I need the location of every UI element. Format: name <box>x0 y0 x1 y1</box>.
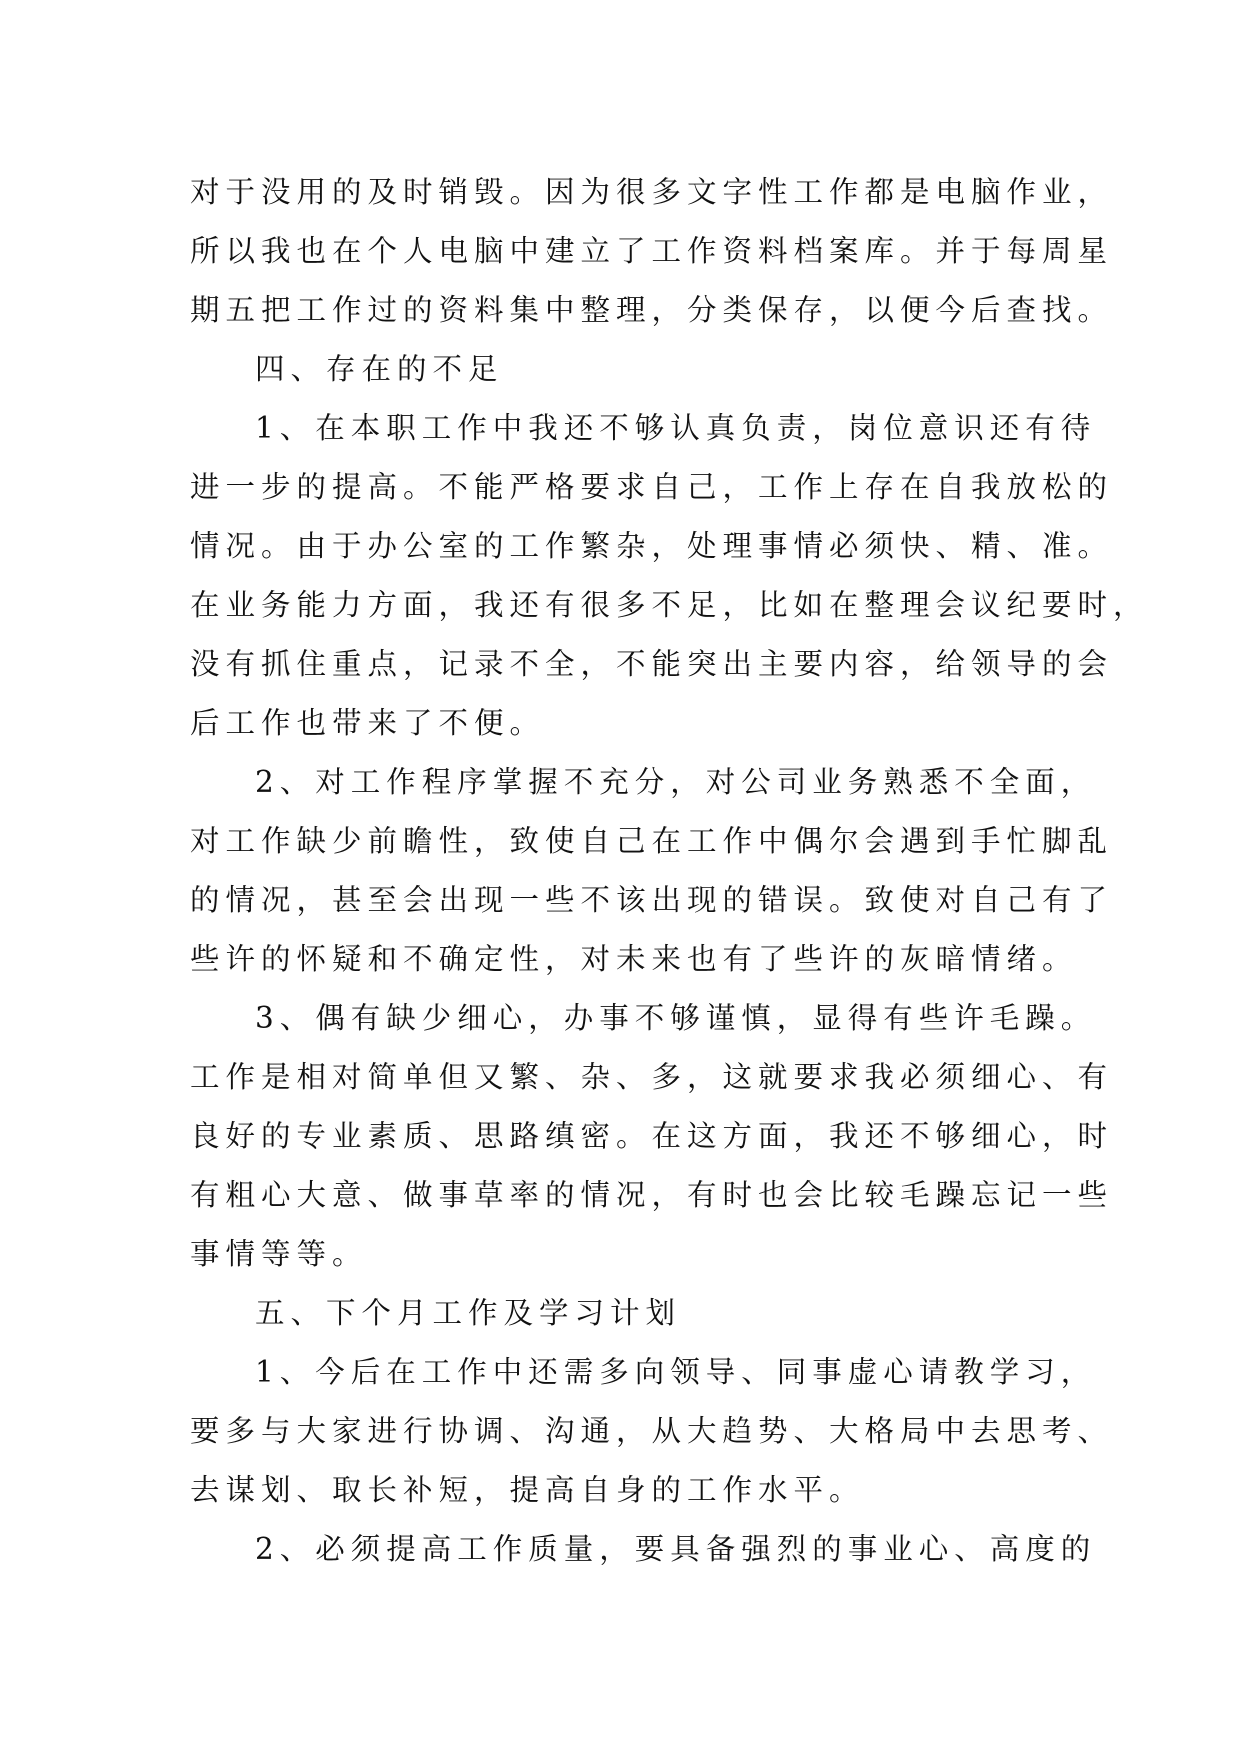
document-line: 情况。由于办公室的工作繁杂，处理事情必须快、精、准。 <box>190 529 1114 563</box>
document-line: 五、下个月工作及学习计划 <box>255 1296 682 1330</box>
document-line: 对工作缺少前瞻性，致使自己在工作中偶尔会遇到手忙脚乱 <box>190 824 1114 858</box>
document-line: 2、对工作程序掌握不充分，对公司业务熟悉不全面， <box>255 765 1097 799</box>
document-line: 事情等等。 <box>190 1237 368 1271</box>
document-line: 良好的专业素质、思路缜密。在这方面，我还不够细心，时 <box>190 1119 1114 1153</box>
document-body <box>190 163 1149 1579</box>
document-line: 1、今后在工作中还需多向领导、同事虚心请教学习， <box>255 1355 1097 1389</box>
document-line: 些许的怀疑和不确定性，对未来也有了些许的灰暗情绪。 <box>190 942 1078 976</box>
document-line: 2、必须提高工作质量，要具备强烈的事业心、高度的 <box>255 1532 1097 1566</box>
document-line: 所以我也在个人电脑中建立了工作资料档案库。并于每周星 <box>190 234 1114 268</box>
document-line: 期五把工作过的资料集中整理，分类保存，以便今后查找。 <box>190 293 1114 327</box>
document-line: 四、存在的不足 <box>255 352 504 386</box>
document-line: 的情况，甚至会出现一些不该出现的错误。致使对自己有了 <box>190 883 1114 917</box>
document-line: 去谋划、取长补短，提高自身的工作水平。 <box>190 1473 865 1507</box>
document-line: 工作是相对简单但又繁、杂、多，这就要求我必须细心、有 <box>190 1060 1114 1094</box>
document-line: 后工作也带来了不便。 <box>190 706 546 740</box>
document-line: 没有抓住重点，记录不全，不能突出主要内容，给领导的会 <box>190 647 1114 681</box>
document-line: 1、在本职工作中我还不够认真负责，岗位意识还有待 <box>255 411 1097 445</box>
document-line: 对于没用的及时销毁。因为很多文字性工作都是电脑作业， <box>190 175 1114 209</box>
document-line: 要多与大家进行协调、沟通，从大趋势、大格局中去思考、 <box>190 1414 1114 1448</box>
document-line: 在业务能力方面，我还有很多不足，比如在整理会议纪要时， <box>190 588 1149 622</box>
document-line: 3、偶有缺少细心，办事不够谨慎，显得有些许毛躁。 <box>255 1001 1097 1035</box>
document-line: 有粗心大意、做事草率的情况，有时也会比较毛躁忘记一些 <box>190 1178 1114 1212</box>
document-line: 进一步的提高。不能严格要求自己，工作上存在自我放松的 <box>190 470 1114 504</box>
